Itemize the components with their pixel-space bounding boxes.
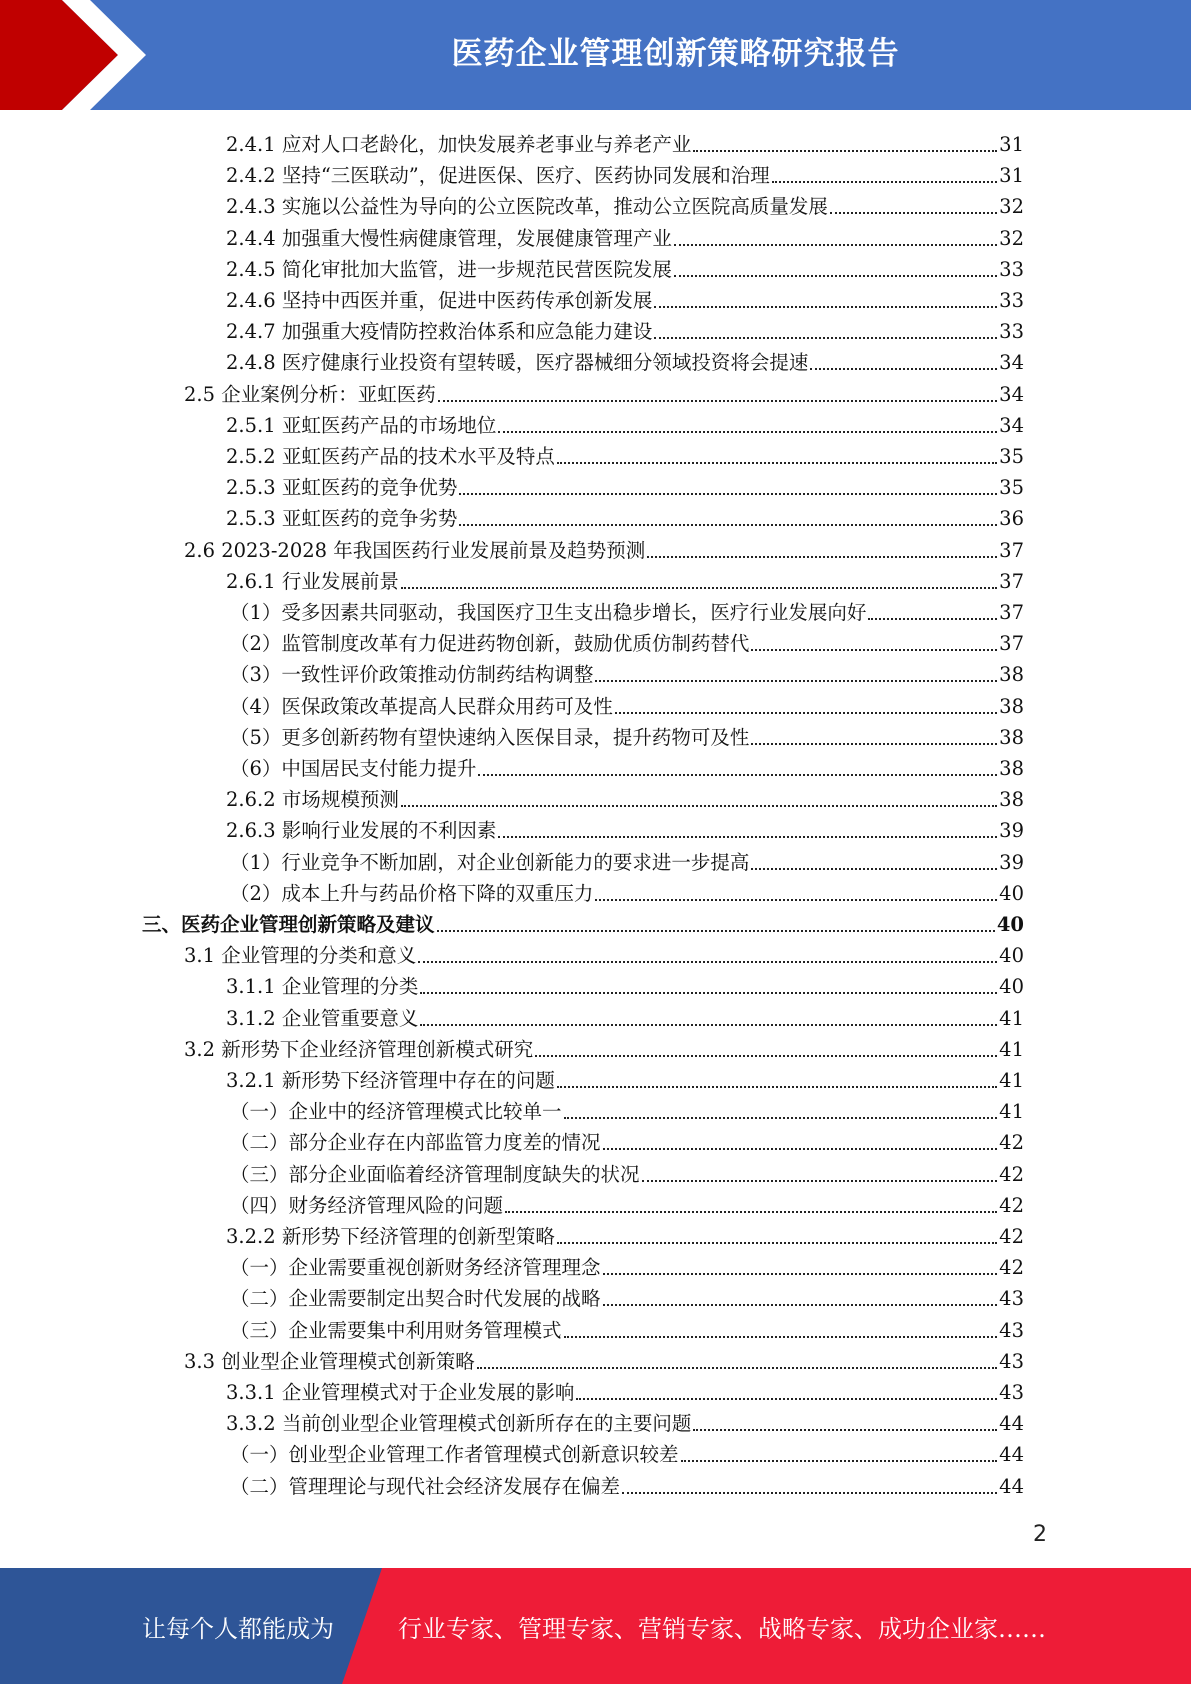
toc-entry-label: 3.3.1 企业管理模式对于企业发展的影响 bbox=[226, 1381, 575, 1404]
toc-leader-dots bbox=[751, 868, 997, 870]
toc-entry-label: （一）企业中的经济管理模式比较单一 bbox=[230, 1100, 562, 1124]
toc-entry-page: 38 bbox=[999, 694, 1024, 718]
toc-leader-dots bbox=[622, 1492, 997, 1494]
toc-entry[interactable] bbox=[226, 127, 1024, 158]
footer-slogan-left: 让每个人都能成为 bbox=[142, 1614, 334, 1643]
toc-entry-page: 40 bbox=[999, 944, 1024, 968]
toc-entry-page: 36 bbox=[999, 507, 1024, 531]
toc-leader-dots bbox=[674, 244, 997, 246]
toc-entry[interactable] bbox=[230, 1437, 1024, 1468]
toc-leader-dots bbox=[603, 1148, 998, 1150]
toc-entry[interactable] bbox=[230, 657, 1024, 688]
toc-leader-dots bbox=[654, 337, 997, 339]
report-title: 医药企业管理创新策略研究报告 bbox=[451, 35, 900, 72]
toc-entry[interactable] bbox=[226, 813, 1024, 844]
toc-entry-page: 43 bbox=[999, 1287, 1024, 1311]
toc-entry[interactable] bbox=[226, 1063, 1024, 1094]
toc-leader-dots bbox=[642, 1180, 998, 1182]
toc-leader-dots bbox=[420, 1024, 997, 1026]
toc-entry[interactable] bbox=[226, 221, 1024, 252]
page-header bbox=[0, 0, 1191, 110]
toc-entry[interactable] bbox=[226, 252, 1024, 283]
toc-entry[interactable] bbox=[226, 314, 1024, 345]
toc-leader-dots bbox=[595, 680, 997, 682]
toc-entry-page: 37 bbox=[999, 538, 1024, 562]
toc-entry[interactable] bbox=[230, 1094, 1024, 1125]
toc-entry-label: 2.5.2 亚虹医药产品的技术水平及特点 bbox=[226, 445, 555, 468]
toc-entry-label: 3.1.1 企业管理的分类 bbox=[226, 975, 419, 999]
toc-entry[interactable] bbox=[230, 720, 1024, 751]
toc-entry-label: （一）创业型企业管理工作者管理模式创新意识较差 bbox=[230, 1443, 679, 1467]
toc-entry-page: 43 bbox=[999, 1349, 1024, 1373]
toc-entry[interactable] bbox=[226, 564, 1024, 595]
toc-entry-label: 2.5.3 亚虹医药的竞争劣势 bbox=[226, 507, 458, 531]
toc-leader-dots bbox=[615, 712, 997, 714]
toc-entry[interactable] bbox=[230, 1125, 1024, 1156]
toc-entry-page: 42 bbox=[999, 1193, 1024, 1217]
page-footer bbox=[0, 1568, 1191, 1684]
toc-entry-label: （1）受多因素共同驱动，我国医疗卫生支出稳步增长，医疗行业发展向好 bbox=[230, 601, 867, 624]
toc-entry-page: 39 bbox=[999, 819, 1024, 843]
toc-entry-label: （三）部分企业面临着经济管理制度缺失的状况 bbox=[230, 1162, 640, 1186]
toc-entry-label: （3）一致性评价政策推动仿制药结构调整 bbox=[230, 663, 594, 687]
toc-entry-label: 2.4.7 加强重大疫情防控救治体系和应急能力建设 bbox=[226, 320, 653, 344]
toc-entry[interactable] bbox=[226, 439, 1024, 470]
toc-leader-dots bbox=[459, 524, 997, 526]
toc-entry-label: （6）中国居民支付能力提升 bbox=[230, 757, 477, 780]
toc-leader-dots bbox=[681, 1460, 998, 1462]
toc-entry-page: 41 bbox=[999, 1100, 1024, 1124]
toc-entry[interactable] bbox=[230, 1281, 1024, 1312]
toc-entry-page: 33 bbox=[999, 257, 1024, 281]
toc-entry-page: 34 bbox=[999, 382, 1024, 406]
toc-entry[interactable] bbox=[184, 533, 1024, 564]
toc-entry-label: 3.2 新形势下企业经济管理创新模式研究 bbox=[184, 1037, 534, 1061]
toc-entry-page: 43 bbox=[999, 1381, 1024, 1404]
toc-leader-dots bbox=[595, 899, 997, 901]
toc-leader-dots bbox=[564, 1117, 998, 1119]
toc-entry-page: 42 bbox=[999, 1225, 1024, 1248]
toc-entry-page: 42 bbox=[999, 1131, 1024, 1155]
toc-entry-label: 3.3.2 当前创业型企业管理模式创新所存在的主要问题 bbox=[226, 1412, 692, 1436]
toc-entry[interactable] bbox=[230, 626, 1024, 657]
toc-entry-label: 2.5 企业案例分析：亚虹医药 bbox=[184, 382, 436, 406]
toc-entry-label: （2）成本上升与药品价格下降的双重压力 bbox=[230, 881, 594, 905]
toc-entry[interactable] bbox=[226, 782, 1024, 813]
red-chevron-decoration bbox=[0, 0, 160, 110]
toc-entry-page: 40 bbox=[999, 975, 1024, 999]
toc-entry-label: 3.3 创业型企业管理模式创新策略 bbox=[184, 1349, 475, 1373]
toc-entry-page: 34 bbox=[999, 413, 1024, 437]
page-number: 2 bbox=[1033, 1522, 1047, 1547]
toc-leader-dots bbox=[810, 368, 997, 370]
toc-entry-label: 2.6.2 市场规模预测 bbox=[226, 788, 399, 812]
toc-entry-label: （四）财务经济管理风险的问题 bbox=[230, 1193, 504, 1217]
toc-leader-dots bbox=[693, 150, 997, 152]
toc-entry[interactable] bbox=[230, 1469, 1024, 1500]
toc-entry-page: 38 bbox=[999, 757, 1024, 780]
toc-entry-label: （2）监管制度改革有力促进药物创新，鼓励优质仿制药替代 bbox=[230, 632, 750, 656]
toc-leader-dots bbox=[418, 961, 997, 963]
toc-entry-label: 2.4.2 坚持“三医联动”，促进医保、医疗、医药协同发展和治理 bbox=[226, 164, 770, 188]
toc-leader-dots bbox=[498, 836, 997, 838]
toc-entry-page: 35 bbox=[999, 445, 1024, 468]
toc-entry-page: 31 bbox=[999, 133, 1024, 156]
toc-leader-dots bbox=[693, 1429, 997, 1431]
toc-entry-page: 40 bbox=[999, 881, 1024, 905]
toc-entry[interactable] bbox=[184, 938, 1024, 969]
toc-entry[interactable] bbox=[226, 1219, 1024, 1250]
toc-entry-label: 三、医药企业管理创新策略及建议 bbox=[142, 913, 435, 936]
toc-entry-label: （二）部分企业存在内部监管力度差的情况 bbox=[230, 1131, 601, 1155]
toc-leader-dots bbox=[459, 493, 997, 495]
toc-entry-page: 44 bbox=[999, 1412, 1024, 1436]
toc-entry[interactable] bbox=[230, 689, 1024, 720]
toc-leader-dots bbox=[830, 212, 997, 214]
toc-entry[interactable] bbox=[226, 158, 1024, 189]
toc-leader-dots bbox=[478, 774, 997, 776]
toc-leader-dots bbox=[751, 649, 997, 651]
toc-entry-label: 2.6 2023-2028 年我国医药行业发展前景及趋势预测 bbox=[184, 538, 646, 562]
toc-entry[interactable] bbox=[226, 189, 1024, 220]
toc-entry-label: 2.4.8 医疗健康行业投资有望转暖，医疗器械细分领域投资将会提速 bbox=[226, 351, 809, 375]
toc-leader-dots bbox=[557, 1086, 997, 1088]
toc-entry-label: 2.4.1 应对人口老龄化，加快发展养老事业与养老产业 bbox=[226, 133, 692, 156]
footer-slogan-right: 行业专家、管理专家、营销专家、战略专家、成功企业家…… bbox=[398, 1614, 1046, 1643]
toc-entry[interactable] bbox=[226, 345, 1024, 376]
toc-leader-dots bbox=[654, 306, 997, 308]
toc-entry-page: 37 bbox=[999, 569, 1024, 593]
toc-entry[interactable] bbox=[226, 470, 1024, 501]
toc-entry[interactable] bbox=[230, 1313, 1024, 1344]
toc-leader-dots bbox=[564, 1336, 998, 1338]
toc-entry-page: 41 bbox=[999, 1069, 1024, 1092]
toc-entry[interactable] bbox=[184, 377, 1024, 408]
toc-entry-label: （4）医保政策改革提高人民群众用药可及性 bbox=[230, 694, 613, 718]
toc-leader-dots bbox=[477, 1367, 997, 1369]
toc-entry-label: 2.5.3 亚虹医药的竞争优势 bbox=[226, 476, 458, 500]
toc-entry[interactable] bbox=[226, 1375, 1024, 1406]
toc-entry-page: 37 bbox=[999, 632, 1024, 656]
toc-entry-page: 44 bbox=[999, 1474, 1024, 1498]
toc-leader-dots bbox=[535, 1055, 997, 1057]
toc-entry-page: 41 bbox=[999, 1037, 1024, 1061]
toc-leader-dots bbox=[505, 1211, 997, 1213]
toc-leader-dots bbox=[401, 587, 997, 589]
toc-leader-dots bbox=[603, 1273, 998, 1275]
toc-entry-page: 37 bbox=[999, 601, 1024, 624]
toc-entry[interactable] bbox=[184, 1032, 1024, 1063]
toc-entry-label: 2.4.6 坚持中西医并重，促进中医药传承创新发展 bbox=[226, 289, 653, 312]
toc-entry-label: 2.4.4 加强重大慢性病健康管理，发展健康管理产业 bbox=[226, 226, 672, 250]
toc-entry-label: 3.2.2 新形势下经济管理的创新型策略 bbox=[226, 1225, 555, 1248]
toc-entry-page: 38 bbox=[999, 663, 1024, 687]
toc-entry-page: 40 bbox=[996, 913, 1024, 936]
toc-entry-label: （5）更多创新药物有望快速纳入医保目录，提升药物可及性 bbox=[230, 725, 750, 749]
toc-leader-dots bbox=[868, 618, 997, 620]
toc-entry-page: 35 bbox=[999, 476, 1024, 500]
toc-entry-page: 41 bbox=[999, 1006, 1024, 1030]
toc-entry[interactable] bbox=[226, 408, 1024, 439]
toc-entry-page: 33 bbox=[999, 289, 1024, 312]
toc-entry-page: 42 bbox=[999, 1162, 1024, 1186]
toc-entry[interactable] bbox=[230, 876, 1024, 907]
toc-entry-label: （三）企业需要集中利用财务管理模式 bbox=[230, 1318, 562, 1342]
toc-entry-label: 3.1.2 企业管重要意义 bbox=[226, 1006, 419, 1030]
toc-leader-dots bbox=[437, 930, 995, 932]
toc-leader-dots bbox=[557, 462, 997, 464]
toc-entry[interactable] bbox=[142, 907, 1024, 938]
toc-entry-page: 38 bbox=[999, 725, 1024, 749]
toc-entry[interactable] bbox=[226, 501, 1024, 532]
toc-entry[interactable] bbox=[230, 1188, 1024, 1219]
toc-entry-label: 2.4.5 简化审批加大监管，进一步规范民营医院发展 bbox=[226, 257, 672, 281]
toc-entry-page: 33 bbox=[999, 320, 1024, 344]
toc-entry[interactable] bbox=[230, 1250, 1024, 1281]
toc-entry-label: 2.5.1 亚虹医药产品的市场地位 bbox=[226, 413, 497, 437]
toc-entry-label: （二）企业需要制定出契合时代发展的战略 bbox=[230, 1287, 601, 1311]
toc-entry-page: 43 bbox=[999, 1318, 1024, 1342]
toc-entry-label: （二）管理理论与现代社会经济发展存在偏差 bbox=[230, 1474, 621, 1498]
toc-entry[interactable] bbox=[226, 969, 1024, 1000]
toc-entry-page: 39 bbox=[999, 850, 1024, 874]
toc-entry-page: 32 bbox=[999, 195, 1024, 219]
toc-entry-label: 3.1 企业管理的分类和意义 bbox=[184, 944, 417, 968]
toc-entry[interactable] bbox=[230, 845, 1024, 876]
toc-entry[interactable] bbox=[230, 595, 1024, 626]
toc-entry[interactable] bbox=[230, 751, 1024, 782]
toc-leader-dots bbox=[772, 181, 997, 183]
toc-entry-page: 42 bbox=[999, 1256, 1024, 1280]
toc-entry[interactable] bbox=[184, 1344, 1024, 1375]
toc-leader-dots bbox=[438, 400, 997, 402]
toc-entry-label: （1）行业竞争不断加剧，对企业创新能力的要求进一步提高 bbox=[230, 850, 750, 874]
toc-entry[interactable] bbox=[226, 1001, 1024, 1032]
toc-leader-dots bbox=[674, 275, 997, 277]
toc-leader-dots bbox=[401, 805, 997, 807]
toc-entry-page: 32 bbox=[999, 226, 1024, 250]
toc-leader-dots bbox=[603, 1304, 998, 1306]
toc-entry-page: 34 bbox=[999, 351, 1024, 375]
toc-entry-label: 2.6.3 影响行业发展的不利因素 bbox=[226, 819, 497, 843]
toc-entry-label: 2.6.1 行业发展前景 bbox=[226, 569, 399, 593]
toc-entry-label: 2.4.3 实施以公益性为导向的公立医院改革，推动公立医院高质量发展 bbox=[226, 195, 828, 219]
toc-entry[interactable] bbox=[230, 1157, 1024, 1188]
toc-leader-dots bbox=[498, 431, 997, 433]
toc-leader-dots bbox=[647, 556, 997, 558]
toc-entry-page: 31 bbox=[999, 164, 1024, 188]
toc-entry-page: 44 bbox=[999, 1443, 1024, 1467]
toc-leader-dots bbox=[576, 1398, 997, 1400]
toc-entry[interactable] bbox=[226, 283, 1024, 314]
toc-leader-dots bbox=[751, 743, 997, 745]
toc-entry-label: （一）企业需要重视创新财务经济管理理念 bbox=[230, 1256, 601, 1280]
toc-entry[interactable] bbox=[226, 1406, 1024, 1437]
toc-entry-page: 38 bbox=[999, 788, 1024, 812]
toc-leader-dots bbox=[420, 992, 997, 994]
toc-leader-dots bbox=[557, 1242, 997, 1244]
toc-entry-label: 3.2.1 新形势下经济管理中存在的问题 bbox=[226, 1069, 555, 1092]
